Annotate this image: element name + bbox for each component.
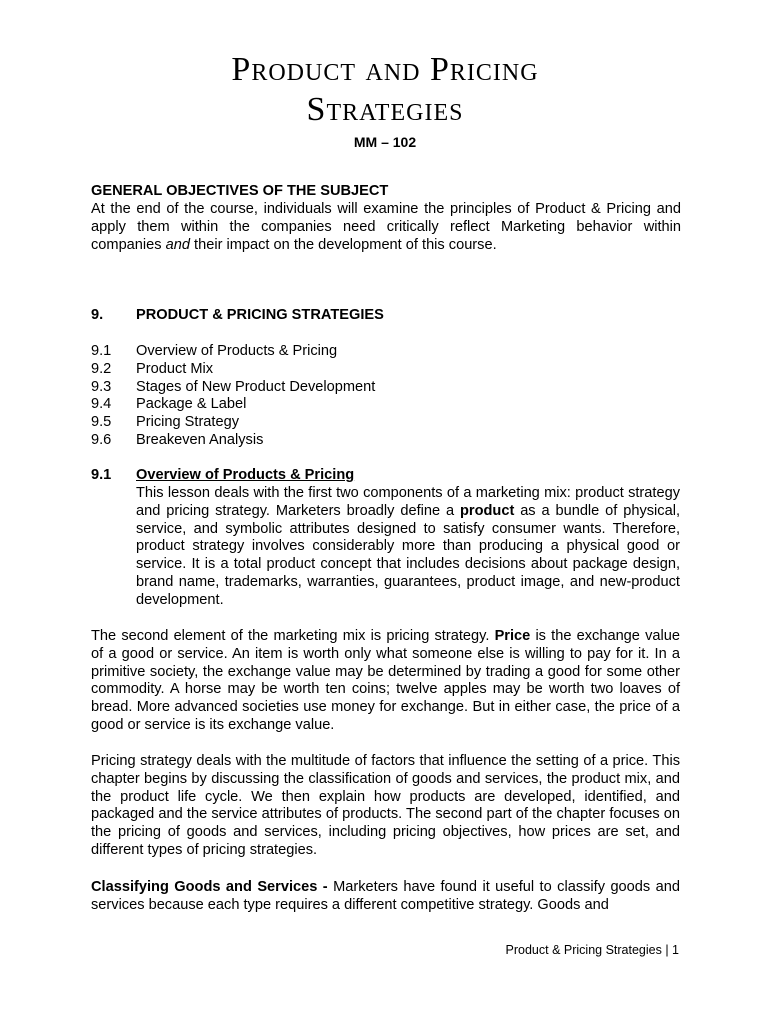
list-item-number: 9.2 xyxy=(91,360,112,377)
list-item-label: Breakeven Analysis xyxy=(136,431,264,448)
subsection-body xyxy=(136,485,680,610)
list-item-number: 9.6 xyxy=(91,431,112,448)
course-code: MM – 102 xyxy=(353,134,417,150)
paragraph-price-bold: Price xyxy=(494,628,531,644)
objectives-text xyxy=(91,201,681,254)
list-item-number: 9.3 xyxy=(91,378,112,395)
list-item-label: Pricing Strategy xyxy=(136,414,240,431)
list-item xyxy=(91,414,491,432)
subsection-body-bold: product xyxy=(459,502,515,519)
list-item xyxy=(91,343,491,361)
paragraph-pricing-strategy: Pricing strategy deals with the multitude of factors that influence the setting of a price. This chapter begins by discussing the classification of goods and services, the product mix, and the product life cycle. We then explain how products are developed, identified, and packaged and the service attributes of products. The second part of the chapter focuses on the pricing of goods and services, including pricing objectives, how prices are set, and different types of pricing strategies. xyxy=(91,753,680,858)
list-item-label: Stages of New Product Development xyxy=(136,378,376,395)
list-item-label: Product Mix xyxy=(136,360,214,377)
list-item xyxy=(91,396,491,414)
list-item-label: Overview of Products & Pricing xyxy=(136,343,338,359)
paragraph-classifying-bold: Classifying Goods and Services - xyxy=(91,879,328,895)
section-contents-list xyxy=(91,343,491,450)
document-title-line2: Strategies xyxy=(306,91,464,128)
list-item-number: 9.5 xyxy=(91,414,112,431)
paragraph-price-part1: The second element of the marketing mix is pricing strategy. xyxy=(91,628,495,644)
list-item-number: 9.4 xyxy=(91,396,112,413)
document-title-line1: Product and Pricing xyxy=(231,51,539,88)
subsection-body-part2: as a bundle of physical, service, and symbolic attributes designed to satisfy consumer wants. Therefore, product strategy involves considerably more than producing a physical good or service. It is a total product concept that includes decisions about package design, brand name, trademarks, warranties, guarantees, product image, and new-product development. xyxy=(136,502,680,608)
list-item xyxy=(91,432,491,450)
section-title: PRODUCT & PRICING STRATEGIES xyxy=(136,307,384,323)
paragraph-classifying-text: Marketers have found it useful to classify goods and services because each type requires a different competitive strategy. Goods and xyxy=(91,879,680,913)
section-number: 9. xyxy=(91,307,104,323)
list-item xyxy=(91,379,491,397)
list-item-label: Package & Label xyxy=(136,396,247,413)
objectives-text-part1: At the end of the course, individuals will examine the principles of Product & Pricing and apply them within the companies need critically reflect Marketing behavior within companies xyxy=(91,201,681,253)
subsection-title: Overview of Products & Pricing xyxy=(136,467,355,483)
paragraph-price xyxy=(91,628,680,735)
paragraph-classifying xyxy=(91,879,680,915)
objectives-text-part2: their impact on the development of this course. xyxy=(190,236,497,253)
subsection-number: 9.1 xyxy=(91,467,112,483)
page-footer: Product & Pricing Strategies | 1 xyxy=(505,943,679,957)
list-item-number: 9.1 xyxy=(91,343,112,359)
objectives-heading: GENERAL OBJECTIVES OF THE SUBJECT xyxy=(91,183,389,199)
objectives-italic-word: and xyxy=(165,236,190,253)
paragraph-price-part2: is the exchange value of a good or service. An item is worth only what someone else is willing to pay for it. In a primitive society, the exchange value may be determined by trading a good for some other commodity. A horse may be worth ten coins; twelve apples may be worth two loaves of bread. More advanced societies use money for exchange. But in either case, the price of a good or service is its exchange value. xyxy=(91,628,680,733)
subsection-body-part1: This lesson deals with the first two components of a marketing mix: product strategy and pricing strategy. Marketers broadly define a xyxy=(136,485,680,519)
list-item xyxy=(91,361,491,379)
